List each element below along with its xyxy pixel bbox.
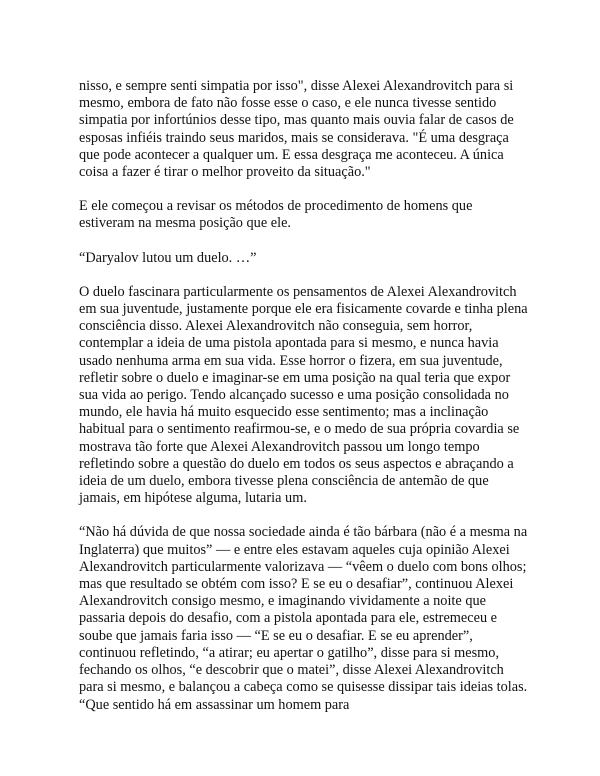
paragraph-2: E ele começou a revisar os métodos de procedimento de homens que estiveram na mesma posição que ele. [79, 198, 473, 232]
paragraph-1: nisso, e sempre senti simpatia por isso", disse Alexei Alexandrovitch para si mesmo, embora de fato não fosse esse o caso, e ele nunca tivesse sentido simpatia por infortúnios desse tipo, mas quanto mais ouvia falar de casos de esposas infiéis traindo seus maridos, mais se considerava. "É uma desgraça que pode acontecer a qualquer um. E essa desgraça me aconteceu. A única coisa a fazer é tirar o melhor proveito da situação." [79, 78, 514, 181]
paragraph-3: “Daryalov lutou um duelo. …” [79, 249, 257, 266]
body-text [79, 78, 531, 731]
paragraph-4: O duelo fascinara particularmente os pensamentos de Alexei Alexandrovitch em sua juventude, justamente porque ele era fisicamente covarde e tinha plena consciência disso. Alexei Alexandrovitch não conseguia, sem horror, contemplar a ideia de uma pistola apontada para si mesmo, e nunca havia usado nenhuma arma em sua vida. Esse horror o fizera, em sua juventude, refletir sobre o duelo e imaginar-se em uma posição na qual teria que expor sua vida ao perigo. Tendo alcançado sucesso e uma posição consolidada no mundo, ele havia há muito esquecido esse sentimento; mas a inclinação habitual para o sentimento reafirmou-se, e o medo de sua própria covardia se mostrava tão forte que Alexei Alexandrovitch passou um longo tempo refletindo sobre a questão do duelo em todos os seus aspectos e abraçando a ideia de um duelo, embora tivesse plena consciência de antemão de que jamais, em hipótese alguma, lutaria um. [79, 283, 528, 507]
paragraph-5: “Não há dúvida de que nossa sociedade ainda é tão bárbara (não é a mesma na Inglaterra) que muitos” — e entre eles estavam aqueles cuja opinião Alexei Alexandrovitch particularmente valorizava — “vêem o duelo com bons olhos; mas que resultado se obtém com isso? E se eu o desafiar”, continuou Alexei Alexandrovitch consigo mesmo, e imaginando vividamente a noite que passaria depois do desafio, com a pistola apontada para ele, estremeceu e soube que jamais faria isso — “E se eu o desafiar. E se eu aprender”, continuou refletindo, “a atirar; eu apertar o gatilho”, disse para si mesmo, fechando os olhos, “e descobrir que o matei”, disse Alexei Alexandrovitch para si mesmo, e balançou a cabeça como se quisesse dissipar tais ideias tolas. “Que sentido há em assassinar um homem para [79, 524, 528, 713]
